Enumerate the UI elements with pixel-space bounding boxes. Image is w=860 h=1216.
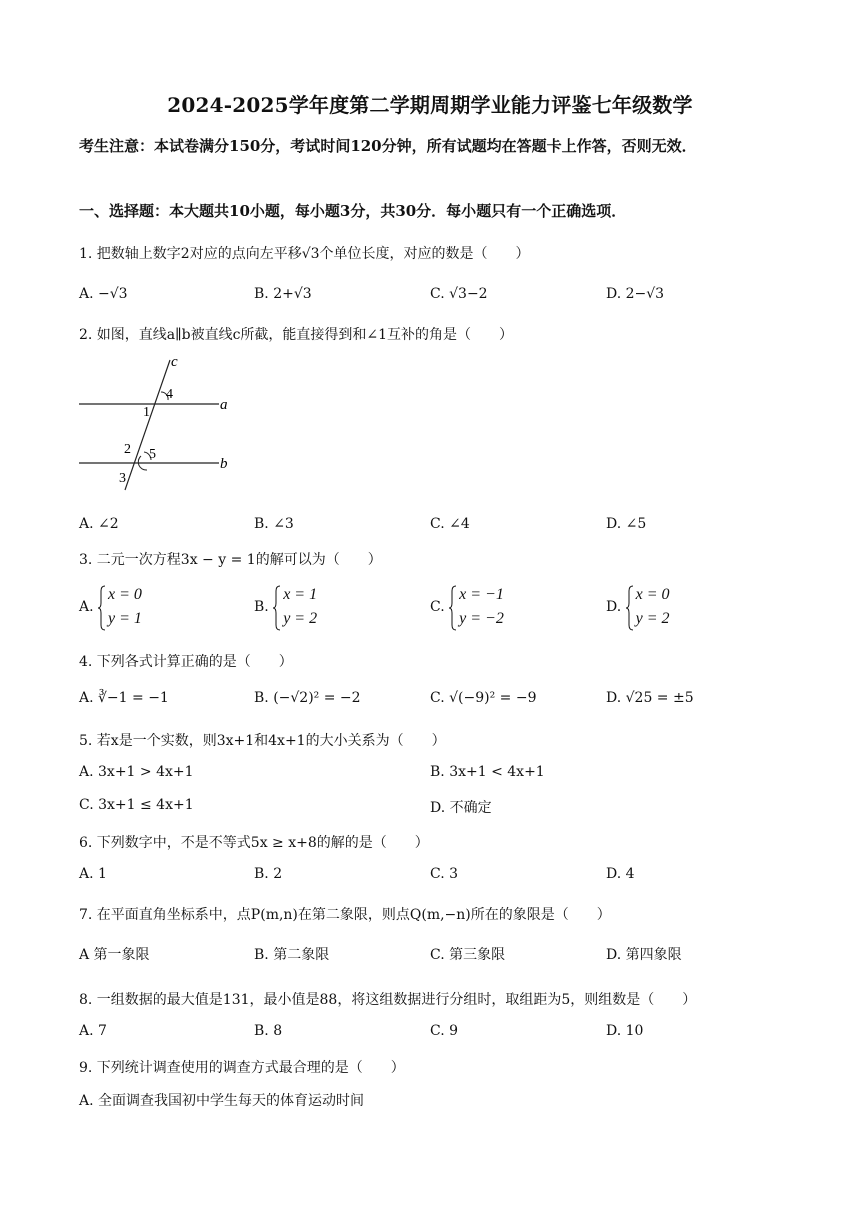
q2-option-c: C. ∠4 <box>430 516 470 532</box>
parallel-lines-diagram <box>79 352 239 492</box>
q1-option-b: B. 2+√3 <box>254 286 312 302</box>
q2-option-d: D. ∠5 <box>606 516 647 532</box>
q6-option-a: A. 1 <box>79 866 107 882</box>
q3-b-x: x = 1 <box>283 586 318 603</box>
q8-option-b: B. 8 <box>254 1023 283 1039</box>
label-c: c <box>171 354 178 370</box>
q1-option-d: D. 2−√3 <box>606 286 665 302</box>
q7-option-d: D. 第四象限 <box>606 947 682 963</box>
parallel-lines-figure <box>79 352 239 492</box>
q5-option-c: C. 3x+1 ≤ 4x+1 <box>79 797 194 813</box>
brace-icon <box>98 585 106 631</box>
line-c <box>125 360 170 490</box>
question-2-stem: 2. 如图，直线a∥b被直线c所截，能直接得到和∠1互补的角是（ ） <box>79 327 514 343</box>
q4-option-b: B. (−√2)² = −2 <box>254 690 361 706</box>
q3-option-a-system <box>98 583 142 631</box>
question-9-stem: 9. 下列统计调查使用的调查方式最合理的是（ ） <box>79 1060 405 1076</box>
question-6-stem: 6. 下列数字中，不是不等式5x ≥ x+8的解的是（ ） <box>79 835 429 851</box>
label-angle-3: 3 <box>119 471 126 486</box>
question-1-stem: 1. 把数轴上数字2对应的点向左平移√3个单位长度，对应的数是（ ） <box>79 246 530 262</box>
q6-option-d: D. 4 <box>606 866 635 882</box>
question-5-stem: 5. 若x是一个实数，则3x+1和4x+1的大小关系为（ ） <box>79 733 446 749</box>
q4-option-d: D. √25 = ±5 <box>606 690 694 706</box>
q8-option-a: A. 7 <box>79 1023 107 1039</box>
q3-a-x: x = 0 <box>108 586 142 603</box>
q3-c-x: x = −1 <box>459 586 504 603</box>
q2-option-a: A. ∠2 <box>79 516 119 532</box>
q3-a-y: y = 1 <box>108 610 142 627</box>
brace-icon <box>626 585 634 631</box>
q3-option-b-label: B. <box>254 599 269 615</box>
q3-d-y: y = 2 <box>635 610 670 627</box>
q7-option-c: C. 第三象限 <box>430 947 506 963</box>
label-b: b <box>220 456 228 472</box>
question-4-stem: 4. 下列各式计算正确的是（ ） <box>79 654 293 670</box>
q1-option-c: C. √3−2 <box>430 286 488 302</box>
q4-option-c: C. √(−9)² = −9 <box>430 690 537 706</box>
q3-option-c <box>430 583 504 631</box>
section-heading-choice: 一、选择题：本大题共10小题，每小题3分，共30分．每小题只有一个正确选项． <box>79 202 627 220</box>
q3-option-c-system <box>449 583 504 631</box>
q3-option-a <box>79 583 142 631</box>
q9-option-a: A. 全面调查我国初中学生每天的体育运动时间 <box>79 1093 365 1109</box>
label-angle-2: 2 <box>124 442 131 457</box>
exam-title: 2024-2025学年度第二学期周期学业能力评鉴七年级数学 <box>167 93 693 117</box>
q1-option-a: A. −√3 <box>79 286 128 302</box>
label-angle-1: 1 <box>143 405 150 420</box>
q7-option-a: A 第一象限 <box>79 947 150 963</box>
q7-option-b: B. 第二象限 <box>254 947 330 963</box>
q6-option-c: C. 3 <box>430 866 459 882</box>
q5-option-a: A. 3x+1 > 4x+1 <box>79 764 194 780</box>
label-angle-4: 4 <box>166 387 173 402</box>
q5-option-d: D. 不确定 <box>430 800 492 816</box>
q3-d-x: x = 0 <box>635 586 670 603</box>
q4-option-a: A. ∛−1 = −1 <box>79 690 169 706</box>
q3-option-c-label: C. <box>430 599 445 615</box>
q3-option-b-system <box>273 583 317 631</box>
q2-option-b: B. ∠3 <box>254 516 294 532</box>
question-8-stem: 8. 一组数据的最大值是131，最小值是88，将这组数据进行分组时，取组距为5，则组数是（ ） <box>79 992 697 1008</box>
q3-option-d-label: D. <box>606 599 622 615</box>
q3-option-d-system <box>626 583 670 631</box>
brace-icon <box>273 585 281 631</box>
exam-notice: 考生注意：本试卷满分150分，考试时间120分钟，所有试题均在答题卡上作答，否则无效． <box>79 137 697 155</box>
label-a: a <box>220 397 228 413</box>
question-7-stem: 7. 在平面直角坐标系中，点P(m,n)在第二象限，则点Q(m,−n)所在的象限是（ ） <box>79 907 611 923</box>
q3-c-y: y = −2 <box>459 610 504 627</box>
q8-option-c: C. 9 <box>430 1023 459 1039</box>
q3-b-y: y = 2 <box>283 610 318 627</box>
q3-option-b <box>254 583 317 631</box>
q6-option-b: B. 2 <box>254 866 283 882</box>
q3-option-a-label: A. <box>79 599 94 615</box>
brace-icon <box>449 585 457 631</box>
q3-option-d <box>606 583 670 631</box>
q5-option-b: B. 3x+1 < 4x+1 <box>430 764 545 780</box>
question-3-stem: 3. 二元一次方程3x − y = 1的解可以为（ ） <box>79 552 382 568</box>
label-angle-5: 5 <box>149 447 156 462</box>
q8-option-d: D. 10 <box>606 1023 644 1039</box>
